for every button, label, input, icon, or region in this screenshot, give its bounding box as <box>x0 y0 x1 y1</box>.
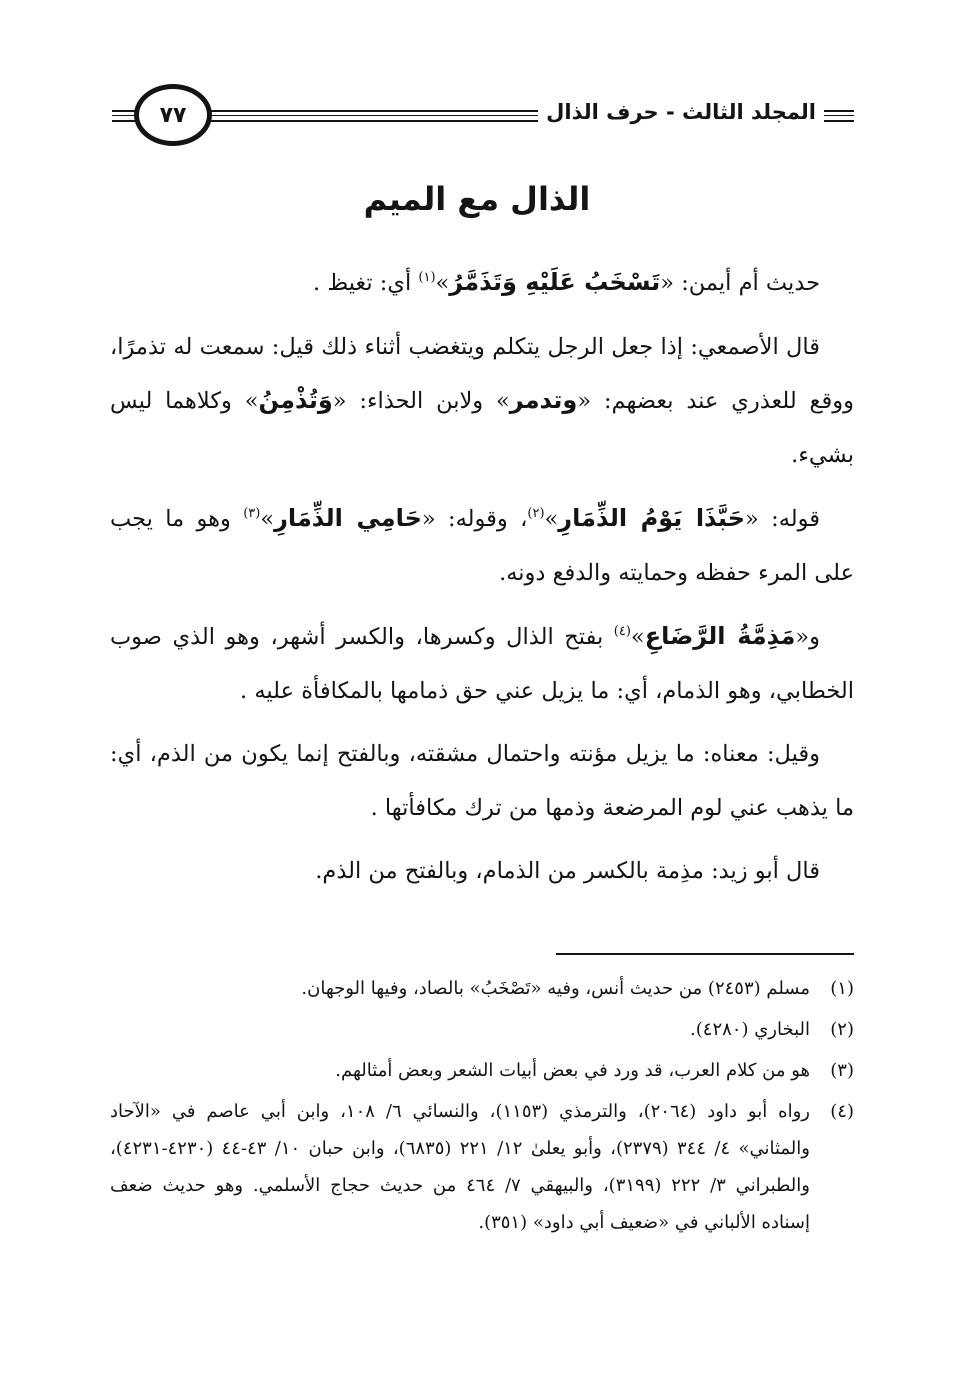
footnote-number: (٤) <box>830 1101 854 1122</box>
paragraph-2 <box>110 321 854 483</box>
footnote <box>110 1093 854 1241</box>
paragraph-text: أي: تغيظ . <box>313 270 419 296</box>
quote-close: » <box>435 270 450 296</box>
paragraph-text: قال الأصمعي: إذا جعل الرجل يتكلم ويتغضب أثناء ذلك قيل: سمعت له تذمرًا، ووقع للعذري عند بعضهم: « <box>110 333 854 414</box>
section-title: الذال مع الميم <box>363 180 591 218</box>
footnote-separator <box>556 953 854 955</box>
paragraph-1 <box>110 256 854 311</box>
main-text <box>110 256 854 909</box>
hadith-term: مَذِمَّةُ الرَّضَاعِ <box>644 622 796 650</box>
paragraph-text: قال أبو زيد: مذِمة بالكسر من الذمام، وبالفتح من الذم. <box>315 858 820 884</box>
variant-reading: وتدمر <box>509 386 578 414</box>
paragraph-6 <box>110 845 854 899</box>
footnote <box>110 970 854 1007</box>
footnote <box>110 1011 854 1048</box>
page-number: ٧٧ <box>159 102 187 128</box>
footnote-text: مسلم (٢٤٥٣) من حديث أنس، وفيه «تَصْخَبُ» بالصاد، وفيها الوجهان. <box>301 978 810 999</box>
hadith-term: تَسْخَبُ عَلَيْهِ وَتَذَمَّرُ <box>449 268 661 296</box>
quote-close: » <box>544 506 559 532</box>
paragraph-text: قوله: « <box>745 506 821 532</box>
variant-reading: وَتُذْمِنُ <box>258 386 333 414</box>
footnote-number: (١) <box>830 978 854 999</box>
quote-close: » <box>260 506 275 532</box>
paragraph-3 <box>110 492 854 600</box>
paragraph-text: وهو ما يجب على المرء حفظه وحمايته والدفع دونه. <box>110 506 854 586</box>
running-header-title: المجلد الثالث - حرف الذال <box>538 100 824 124</box>
footnote-ref: (٣) <box>243 506 261 521</box>
footnote <box>110 1052 854 1089</box>
paragraph-text: » ولابن الحذاء: « <box>332 388 510 414</box>
footnotes <box>110 970 854 1245</box>
paragraph-text: حديث أم أيمن: « <box>660 270 820 296</box>
page-number-badge <box>134 84 212 146</box>
paragraph-text: » وكلاهما ليس بشيء. <box>110 388 854 468</box>
footnote-ref: (١) <box>418 270 436 285</box>
footnote-text: البخاري (٤٢٨٠). <box>690 1019 810 1040</box>
paragraph-5 <box>110 728 854 835</box>
footnote-text: هو من كلام العرب، قد ورد في بعض أبيات الشعر وبعض أمثالهم. <box>335 1060 810 1081</box>
paragraph-text: وقيل: معناه: ما يزيل مؤنته واحتمال مشقته، وبالفتح إنما يكون من الذم، أي: ما يذهب عني لوم المرضعة وذمها من ترك مكافأتها . <box>110 741 854 821</box>
footnote-ref: (٢) <box>527 506 545 521</box>
hadith-term: حَامِي الذِّمَارِ <box>274 504 422 532</box>
paragraph-text: و« <box>795 624 820 650</box>
footnote-number: (٢) <box>830 1019 854 1040</box>
paragraph-text: بفتح الذال وكسرها، والكسر أشهر، وهو الذي صوب الخطابي، وهو الذمام، أي: ما يزيل عني حق ذمامها بالمكافأة عليه . <box>110 624 854 704</box>
footnote-number: (٣) <box>830 1060 854 1081</box>
quote-close: » <box>630 624 645 650</box>
paragraph-text: ، وقوله: « <box>421 506 528 532</box>
hadith-term: حَبَّذَا يَوْمُ الذِّمَارِ <box>558 504 746 532</box>
footnote-text: رواه أبو داود (٢٠٦٤)، والترمذي (١١٥٣)، والنسائي ٦/ ١٠٨، وابن أبي عاصم في «الآحاد والمثاني» ٤/ ٣٤٤ (٢٣٧٩)، وأبو يعلىٰ ١٢/ ٢٢١ (٦٨٣٥)، وابن حبان ١٠/ ٤٣-٤٤ (٤٢٣٠-٤٢٣١)، والطبراني ٣/ ٢٢٢ (٣١٩٩)، والبيهقي ٧/ ٤٦٤ من حديث حجاج الأسلمي. وهو حديث ضعف إسناده الألباني في «ضعيف أبي داود» (٣٥١). <box>110 1101 810 1233</box>
paragraph-4 <box>110 610 854 718</box>
footnote-ref: (٤) <box>613 624 631 639</box>
